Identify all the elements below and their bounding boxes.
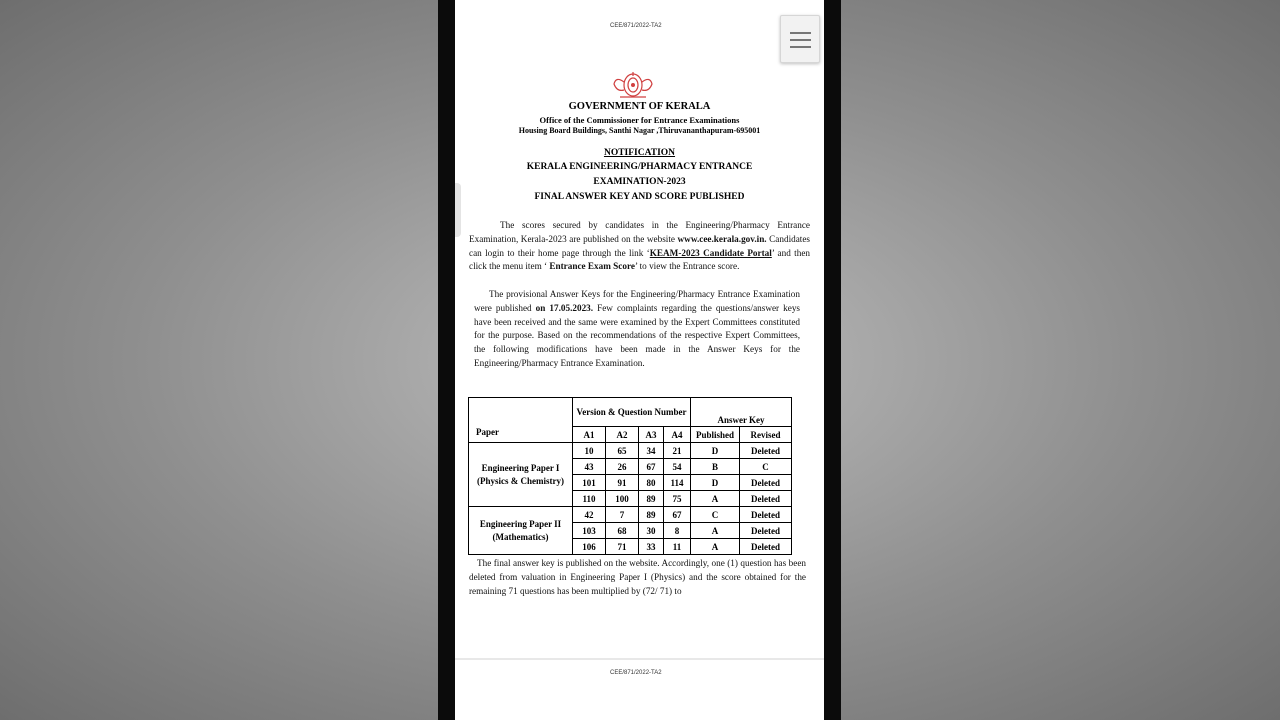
paragraph-final-key: The final answer key is published on the website. Accordingly, one (1) question has been deleted from valuation in Engineering Paper I (Physics) and the score obtained for the remaining 71 questions has been multiplied by (72/ 71) to [469, 558, 806, 596]
table-cell: 71 [606, 539, 639, 555]
sub-header: A4 [664, 427, 691, 443]
table-cell: Deleted [740, 475, 792, 491]
table-cell: 103 [573, 523, 606, 539]
table-cell: 26 [606, 459, 639, 475]
table-cell: 68 [606, 523, 639, 539]
paragraph-scores: The scores secured by candidates in the Engineering/Pharmacy Entrance Examination, Kerala-2023 are published on the website www.cee.kerala.gov.in. Candidates can login to their home page through the link ‘KEAM-2023 Candidate Portal’ and then click the menu item ‘ Entrance Exam Score’ to view the Entrance score. [469, 220, 810, 272]
table-cell: 89 [639, 507, 664, 523]
table-cell: Deleted [740, 523, 792, 539]
office-heading: Office of the Commissioner for Entrance Examinations [539, 115, 740, 125]
title-line-1: KERALA ENGINEERING/PHARMACY ENTRANCE [526, 162, 753, 172]
hamburger-menu-icon[interactable] [780, 15, 820, 63]
table-cell: 54 [664, 459, 691, 475]
table-cell: 67 [639, 459, 664, 475]
table-cell: 7 [606, 507, 639, 523]
table-row [469, 507, 792, 523]
table-cell: D [691, 475, 740, 491]
table-row [469, 443, 792, 459]
menu-item-name: Entrance Exam Score [549, 261, 635, 272]
table-cell: 10 [573, 443, 606, 459]
table-cell: A [691, 523, 740, 539]
col-paper-header: Paper [469, 398, 573, 443]
table-cell: D [691, 443, 740, 459]
notification-heading: NOTIFICATION [603, 148, 676, 158]
paper-name: Engineering Paper I (Physics & Chemistry) [469, 443, 573, 507]
table-cell: A [691, 491, 740, 507]
table-cell: 21 [664, 443, 691, 459]
table-cell: 106 [573, 539, 606, 555]
col-version-header: Version & Question Number [573, 398, 691, 427]
kerala-emblem-icon [611, 70, 655, 100]
table-cell: 114 [664, 475, 691, 491]
table-cell: 91 [606, 475, 639, 491]
table-cell: Deleted [740, 539, 792, 555]
sub-header: A2 [606, 427, 639, 443]
header-reference: CEE/871/2022-TA2 [610, 23, 662, 29]
table-cell: 67 [664, 507, 691, 523]
title-line-3: FINAL ANSWER KEY AND SCORE PUBLISHED [534, 192, 745, 202]
table-cell: Deleted [740, 507, 792, 523]
sub-header: A3 [639, 427, 664, 443]
table-cell: 100 [606, 491, 639, 507]
table-cell: 8 [664, 523, 691, 539]
table-cell: C [740, 459, 792, 475]
website-link[interactable]: www.cee.kerala.gov.in. [677, 233, 767, 244]
col-answer-header: Answer Key [691, 398, 792, 427]
title-line-2: EXAMINATION-2023 [593, 177, 686, 187]
table-cell: B [691, 459, 740, 475]
footer-reference: CEE/871/2022-TA2 [610, 670, 662, 676]
table-cell: 42 [573, 507, 606, 523]
phone-frame [438, 0, 841, 720]
government-heading: GOVERNMENT OF KERALA [568, 101, 711, 112]
table-cell: Deleted [740, 443, 792, 459]
table-cell: 43 [573, 459, 606, 475]
sub-header: Revised [740, 427, 792, 443]
paragraph-answer-keys: The provisional Answer Keys for the Engineering/Pharmacy Entrance Examination were published on 17.05.2023. Few complaints regarding the questions/answer keys have been received and the same were examined by the Expert Committees constituted for the purpose. Based on the recommendations of the respective Expert Committees, the following modifications have been made in the Answer Keys for the Engineering/Pharmacy Entrance Examination. [474, 289, 800, 368]
sub-header: A1 [573, 427, 606, 443]
sub-header: Published [691, 427, 740, 443]
answer-key-table [468, 397, 792, 555]
table-cell: Deleted [740, 491, 792, 507]
table-cell: 30 [639, 523, 664, 539]
table-cell: A [691, 539, 740, 555]
table-cell: 80 [639, 475, 664, 491]
table-cell: 101 [573, 475, 606, 491]
side-scroll-handle[interactable] [455, 183, 461, 237]
table-cell: 11 [664, 539, 691, 555]
table-cell: 75 [664, 491, 691, 507]
table-cell: 33 [639, 539, 664, 555]
candidate-portal-link[interactable]: KEAM-2023 Candidate Portal [649, 247, 772, 258]
publish-date: on 17.05.2023. [535, 302, 594, 313]
table-cell: 65 [606, 443, 639, 459]
office-address: Housing Board Buildings, Santhi Nagar ,Thiruvananthapuram-695001 [518, 126, 761, 135]
paper-name: Engineering Paper II (Mathematics) [469, 507, 573, 555]
table-cell: 110 [573, 491, 606, 507]
document-page-1[interactable] [455, 0, 824, 658]
table-cell: 34 [639, 443, 664, 459]
document-page-2[interactable] [455, 660, 824, 720]
table-cell: C [691, 507, 740, 523]
table-cell: 89 [639, 491, 664, 507]
